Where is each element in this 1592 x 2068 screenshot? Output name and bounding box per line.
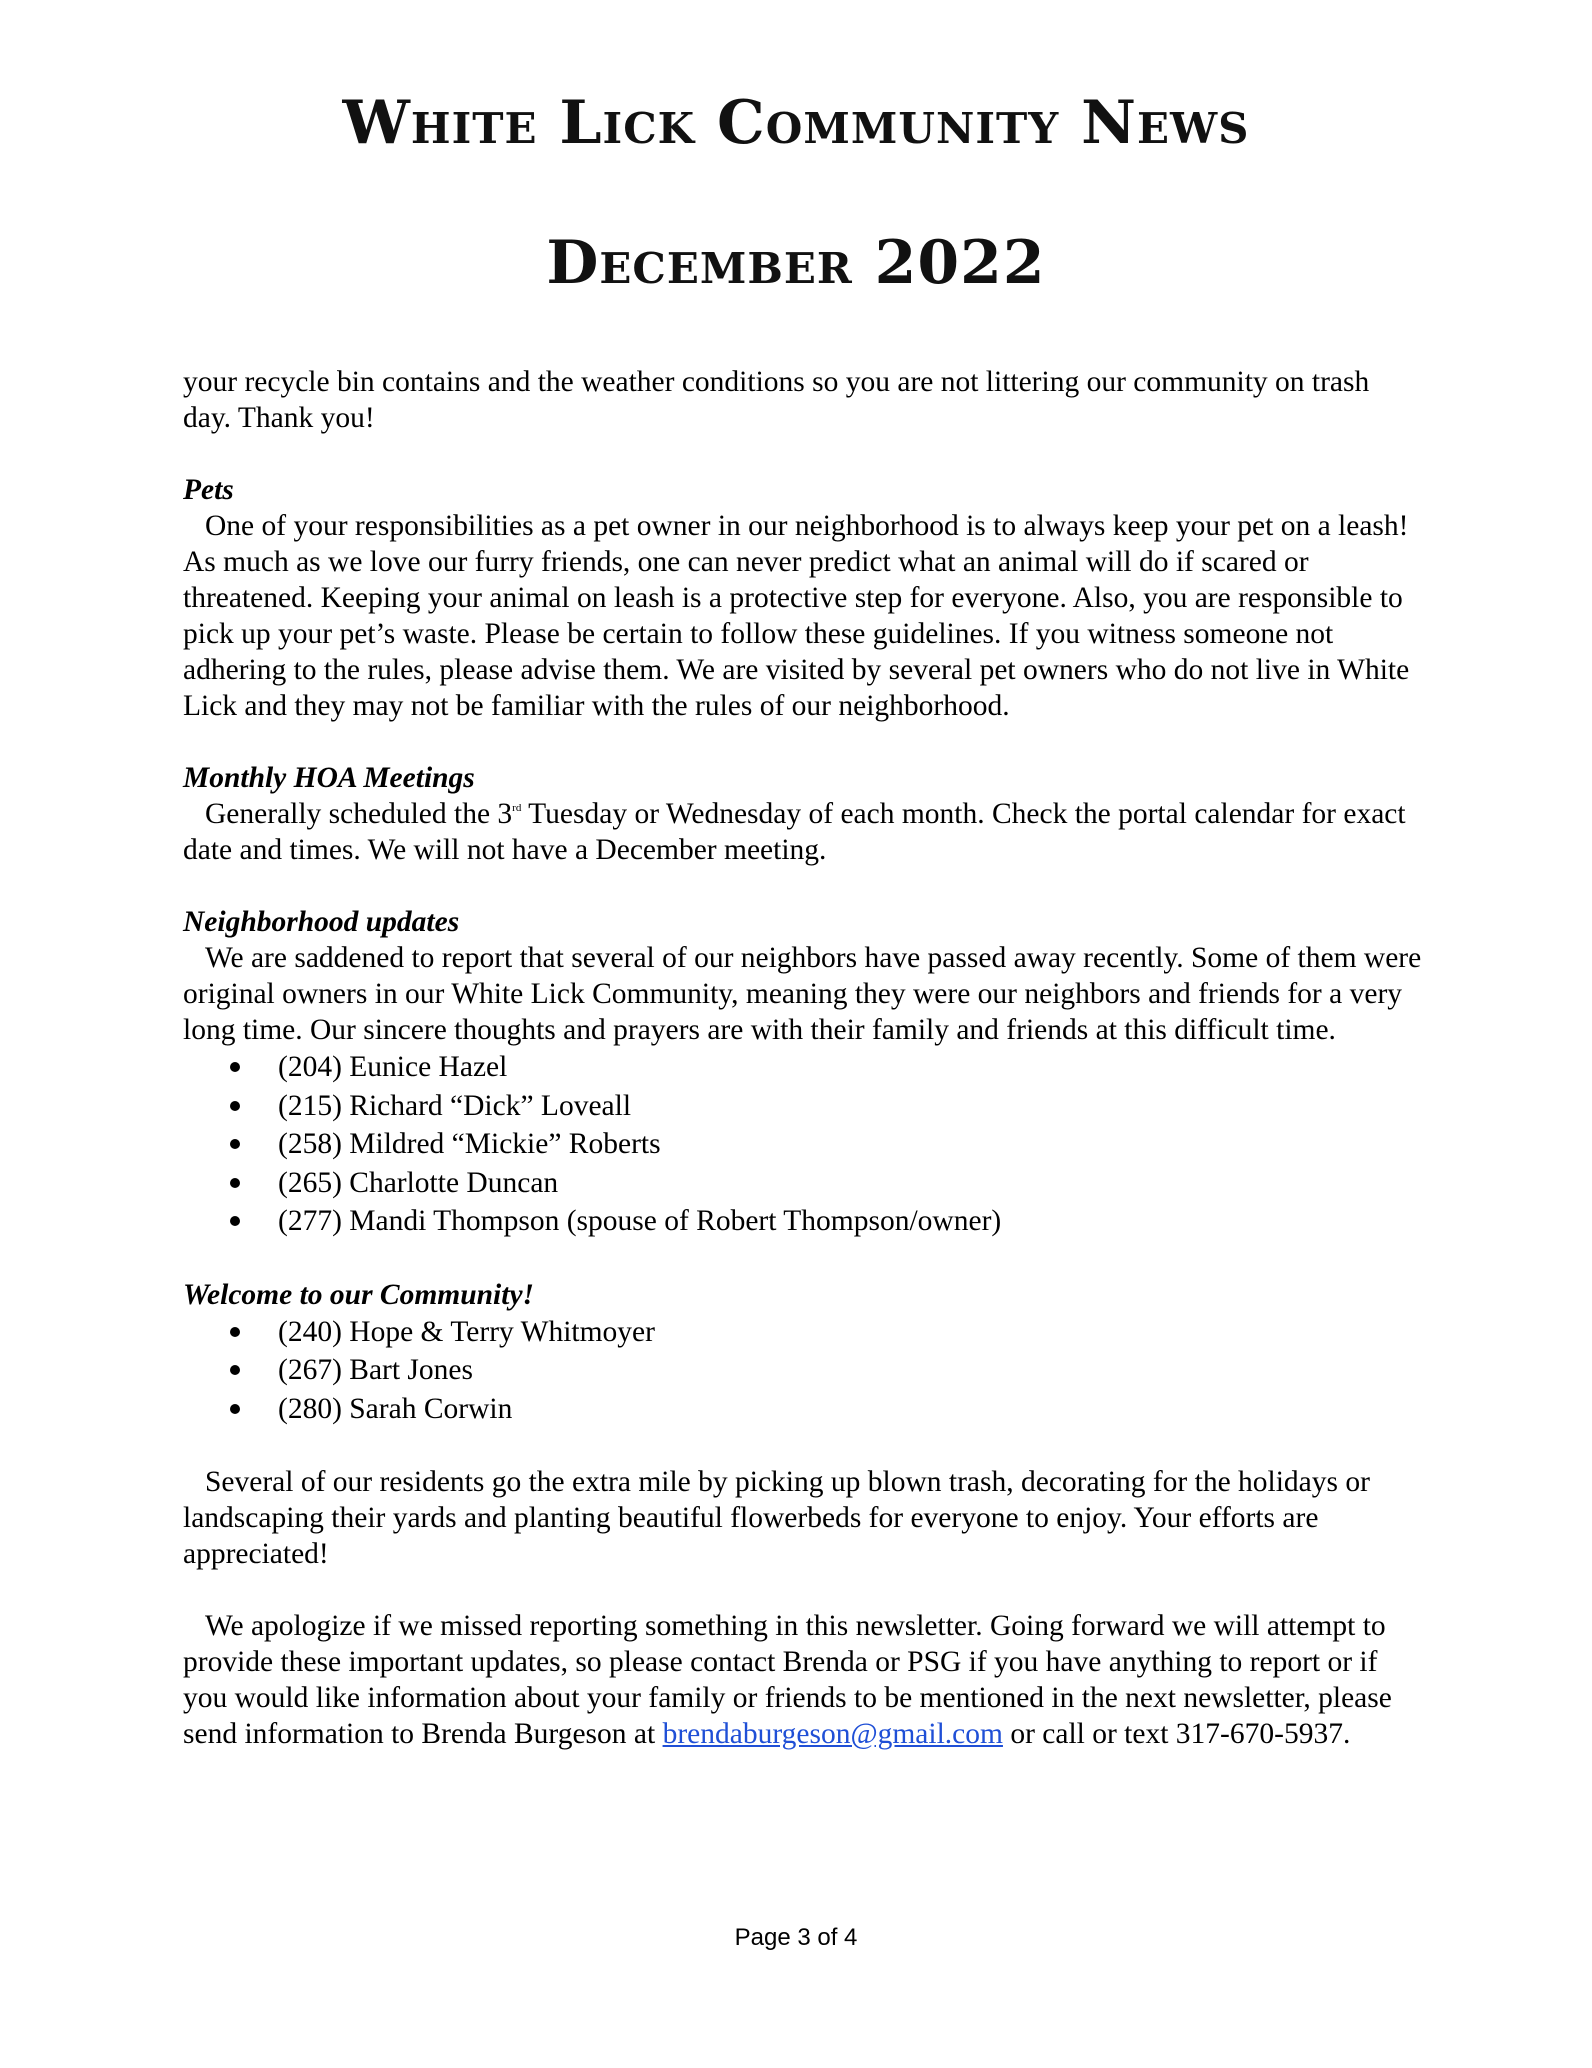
meetings-heading: Monthly HOA Meetings <box>183 762 475 794</box>
page-number: Page 3 of 4 <box>734 1924 858 1951</box>
newsletter-date: December 2022 <box>546 228 1046 298</box>
list-item <box>183 1313 1423 1352</box>
bullet-icon <box>230 1404 240 1414</box>
bullet-icon <box>230 1139 240 1149</box>
meetings-paragraph <box>183 796 1423 868</box>
bullet-icon <box>230 1365 240 1375</box>
list-item-text: (265) Charlotte Duncan <box>278 1166 559 1199</box>
bullet-icon <box>230 1062 240 1072</box>
neighborhood-heading: Neighborhood updates <box>183 906 460 938</box>
welcome-heading: Welcome to our Community! <box>183 1278 535 1311</box>
bullet-icon <box>230 1178 240 1188</box>
list-item-text: (215) Richard “Dick” Loveall <box>278 1089 632 1122</box>
meetings-ordinal: rd <box>512 802 522 814</box>
newsletter-body <box>183 364 1423 1752</box>
newsletter-title: White Lick Community News <box>342 88 1250 158</box>
pets-heading: Pets <box>183 474 234 506</box>
list-item-text: (204) Eunice Hazel <box>278 1051 508 1083</box>
neighborhood-paragraph: We are saddened to report that several of our neighbors have passed away recently. Some of them were original owners in our White Lick Community, meaning they were our neighbors and friends for a very long time. Our sincere thoughts and prayers are with their family and friends at this difficult time. <box>183 942 1422 1046</box>
list-item <box>183 1164 1423 1203</box>
meetings-text-end: Tuesday or Wednesday of each month. Check the portal calendar for exact date and times. We will not have a December meeting. <box>183 798 1406 866</box>
list-item <box>183 1087 1423 1126</box>
intro-paragraph: your recycle bin contains and the weather conditions so you are not littering our community on trash day. Thank you! <box>183 366 1370 434</box>
closing-text: We apologize if we missed reporting something in this newsletter. Going forward we will attempt to provide these important updates, so please contact Brenda or PSG if you have anything to report or if you would like information about your family or friends to be mentioned in the next newsletter, please send information to Brenda Burgeson at <box>183 1610 1392 1750</box>
closing-paragraph <box>183 1608 1423 1752</box>
list-item <box>183 1390 1423 1429</box>
list-item <box>183 1125 1423 1164</box>
list-item <box>183 1202 1423 1241</box>
list-item-text: (280) Sarah Corwin <box>278 1392 513 1425</box>
bullet-icon <box>230 1101 240 1111</box>
closing-contact-text: or call or text 317-670-5937. <box>1002 1718 1351 1750</box>
list-item <box>183 1351 1423 1390</box>
meetings-text-start: Generally scheduled the 3 <box>205 798 513 830</box>
list-item-text: (258) Mildred “Mickie” Roberts <box>278 1128 661 1160</box>
list-item-text: (277) Mandi Thompson (spouse of Robert Thompson/owner) <box>278 1205 1002 1237</box>
residents-paragraph: Several of our residents go the extra mile by picking up blown trash, decorating for the holidays or landscaping their yards and planting beautiful flowerbeds for everyone to enjoy. Your efforts are appreciated! <box>183 1466 1370 1570</box>
email-link[interactable]: brendaburgeson@gmail.com <box>662 1718 1003 1750</box>
bullet-icon <box>230 1216 240 1226</box>
bullet-icon <box>230 1327 240 1337</box>
list-item <box>183 1048 1423 1087</box>
memorial-list <box>183 1048 1423 1241</box>
welcome-list <box>183 1313 1423 1429</box>
pets-paragraph: One of your responsibilities as a pet owner in our neighborhood is to always keep your pet on a leash! As much as we love our furry friends, one can never predict what an animal will do if scared or threatened. Keeping your animal on leash is a protective step for everyone. Also, you are responsible to pick up your pet’s waste. Please be certain to follow these guidelines. If you witness someone not adhering to the rules, please advise them. We are visited by several pet owners who do not live in White Lick and they may not be familiar with the rules of our neighborhood. <box>183 510 1410 722</box>
list-item-text: (267) Bart Jones <box>278 1354 473 1386</box>
list-item-text: (240) Hope & Terry Whitmoyer <box>278 1315 655 1348</box>
